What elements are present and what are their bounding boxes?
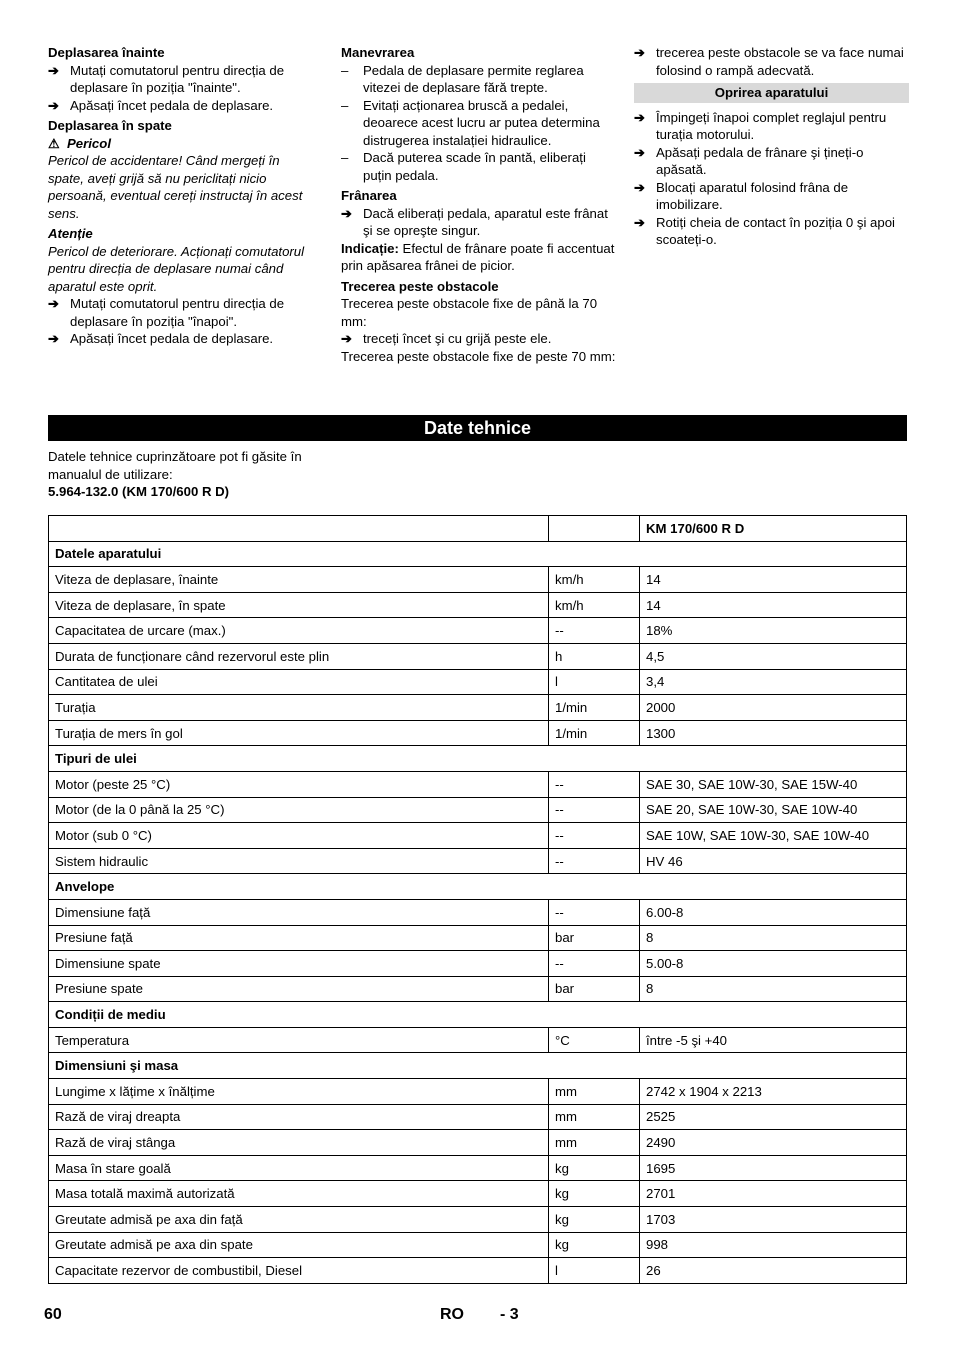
table-row xyxy=(49,1027,907,1053)
heading-forward: Deplasarea înainte xyxy=(48,45,165,60)
row-unit: -- xyxy=(549,951,640,977)
row-label: Viteza de deplasare, în spate xyxy=(49,592,549,618)
dash-item: – Pedala de deplasare permite reglarea vitezei de deplasare fără trepte. xyxy=(341,62,584,95)
table-row xyxy=(49,771,907,797)
table-row xyxy=(49,1258,907,1284)
row-label: Capacitatea de urcare (max.) xyxy=(49,618,549,644)
row-value: 2490 xyxy=(640,1130,907,1156)
row-value: 1695 xyxy=(640,1155,907,1181)
step-item: ➔ Mutați comutatorul pentru direcția de deplasare în poziția "înainte". xyxy=(48,62,285,95)
arrow-right-icon: ➔ xyxy=(48,97,60,113)
paragraph: Trecerea peste obstacole fixe de până la 70 mm: xyxy=(341,296,598,329)
step-item: ➔ Împingeți înapoi complet reglajul pentru turația motorului. xyxy=(634,109,887,142)
caution-text: Pericol de deteriorare. Acționați comutatorul pentru direcția de deplasare numai când aparatul este oprit. xyxy=(48,243,305,294)
table-row xyxy=(49,848,907,874)
row-value: 6.00-8 xyxy=(640,899,907,925)
row-unit: -- xyxy=(549,823,640,849)
step-item: ➔ Apăsați încet pedala de deplasare. xyxy=(48,331,274,346)
table-row xyxy=(49,1130,907,1156)
row-unit: mm xyxy=(549,1104,640,1130)
table-section-row xyxy=(49,1053,907,1079)
note-paragraph: Indicație: Efectul de frânare poate fi accentuat prin apăsarea frânei de picior. xyxy=(341,240,615,273)
arrow-right-icon: ➔ xyxy=(48,296,60,311)
row-unit: km/h xyxy=(549,567,640,593)
row-value: 2742 x 1904 x 2213 xyxy=(640,1079,907,1105)
row-label: Capacitate rezervor de combustibil, Diesel xyxy=(49,1258,549,1284)
row-unit: -- xyxy=(549,848,640,874)
section-banner-technical-data: Date tehnice xyxy=(48,415,907,441)
row-value: 4,5 xyxy=(640,643,907,669)
arrow-right-icon: ➔ xyxy=(634,45,646,60)
table-section-row xyxy=(49,746,907,772)
row-label: Temperatura xyxy=(49,1027,549,1053)
table-row xyxy=(49,823,907,849)
column-right xyxy=(634,44,909,249)
row-value: SAE 30, SAE 10W-30, SAE 15W-40 xyxy=(640,771,907,797)
arrow-right-icon: ➔ xyxy=(634,144,646,160)
row-label: Rază de viraj dreapta xyxy=(49,1104,549,1130)
row-label: Dimensiune spate xyxy=(49,951,549,977)
table-row xyxy=(49,1155,907,1181)
row-unit: kg xyxy=(549,1155,640,1181)
table-section-row xyxy=(49,541,907,567)
row-value: 1703 xyxy=(640,1207,907,1233)
row-value: 2000 xyxy=(640,695,907,721)
danger-label: ⚠ Pericol xyxy=(48,135,111,151)
table-row xyxy=(49,951,907,977)
row-value: HV 46 xyxy=(640,848,907,874)
heading-obstacles: Trecerea peste obstacole xyxy=(341,278,499,294)
step-item: ➔ Rotiți cheia de contact în poziția 0 şi apoi scoateți-o. xyxy=(634,214,895,247)
page-number: 60 xyxy=(44,1306,62,1323)
section-title: Datele aparatului xyxy=(49,541,907,567)
row-unit: l xyxy=(549,1258,640,1284)
section-title: Anvelope xyxy=(49,874,907,900)
table-row xyxy=(49,1207,907,1233)
row-value: 2525 xyxy=(640,1104,907,1130)
step-item: ➔ Mutați comutatorul pentru direcția de deplasare în poziția "înapoi". xyxy=(48,296,285,329)
row-unit: l xyxy=(549,669,640,695)
section-title: Tipuri de ulei xyxy=(49,746,907,772)
row-value: 1300 xyxy=(640,720,907,746)
row-label: Presiune față xyxy=(49,925,549,951)
row-value: 2701 xyxy=(640,1181,907,1207)
heading-braking: Frânarea xyxy=(341,188,397,203)
arrow-right-icon: ➔ xyxy=(48,331,60,346)
step-item: ➔ trecerea peste obstacole se va face numai folosind o rampă adecvată. xyxy=(634,45,904,78)
row-value: 18% xyxy=(640,618,907,644)
table-row xyxy=(49,695,907,721)
row-label: Dimensiune față xyxy=(49,899,549,925)
row-value: între -5 şi +40 xyxy=(640,1027,907,1053)
row-unit: 1/min xyxy=(549,695,640,721)
step-item: ➔ treceți încet şi cu grijă peste ele. xyxy=(341,331,552,346)
arrow-right-icon: ➔ xyxy=(634,109,646,125)
column-middle xyxy=(341,44,616,365)
row-value: 3,4 xyxy=(640,669,907,695)
row-label: Rază de viraj stânga xyxy=(49,1130,549,1156)
table-row xyxy=(49,1104,907,1130)
row-unit: kg xyxy=(549,1207,640,1233)
row-unit: km/h xyxy=(549,592,640,618)
row-unit: -- xyxy=(549,797,640,823)
table-row xyxy=(49,592,907,618)
intro-text: Datele tehnice cuprinzătoare pot fi găsite în manualul de utilizare: 5.964-132.0 (KM 170/600 R D) xyxy=(48,448,348,501)
row-label: Viteza de deplasare, înainte xyxy=(49,567,549,593)
section-heading-stop: Oprirea aparatului xyxy=(634,83,909,103)
header-model: KM 170/600 R D xyxy=(640,516,907,542)
arrow-right-icon: ➔ xyxy=(634,179,646,195)
table-row xyxy=(49,797,907,823)
dash-item: – Dacă puterea scade în pantă, eliberați puțin pedala. xyxy=(341,150,586,183)
table-row xyxy=(49,567,907,593)
row-label: Sistem hidraulic xyxy=(49,848,549,874)
row-label: Cantitatea de ulei xyxy=(49,669,549,695)
table-row xyxy=(49,1181,907,1207)
step-item: ➔ Dacă eliberați pedala, aparatul este frânat şi se opreşte singur. xyxy=(341,205,608,238)
model-number: 5.964-132.0 (KM 170/600 R D) xyxy=(48,484,230,499)
table-header-row xyxy=(49,516,907,542)
arrow-right-icon: ➔ xyxy=(341,205,353,221)
row-label: Durata de funcționare când rezervorul este plin xyxy=(49,643,549,669)
dash-item: – Evitați acționarea bruscă a pedalei, deoarece acest lucru ar putea determina distrugerea instalației hidraulice. xyxy=(341,97,600,148)
table-row xyxy=(49,669,907,695)
row-unit: h xyxy=(549,643,640,669)
arrow-right-icon: ➔ xyxy=(48,62,60,78)
row-unit: 1/min xyxy=(549,720,640,746)
row-value: 14 xyxy=(640,592,907,618)
step-item: ➔ Apăsați încet pedala de deplasare. xyxy=(48,97,274,113)
row-unit: -- xyxy=(549,771,640,797)
table-row xyxy=(49,925,907,951)
danger-text: Pericol de accidentare! Când mergeți în spate, aveți grijă să nu periclitați nicio persoană, eventual cereți instructaj în acest sens. xyxy=(48,153,303,221)
row-value: 26 xyxy=(640,1258,907,1284)
arrow-right-icon: ➔ xyxy=(634,214,646,230)
row-unit: bar xyxy=(549,925,640,951)
column-left xyxy=(48,44,318,348)
technical-data-table xyxy=(48,515,907,1284)
row-label: Motor (peste 25 °C) xyxy=(49,771,549,797)
row-label: Motor (de la 0 până la 25 °C) xyxy=(49,797,549,823)
table-row xyxy=(49,1079,907,1105)
row-value: 998 xyxy=(640,1232,907,1258)
table-section-row xyxy=(49,874,907,900)
table-row xyxy=(49,976,907,1002)
section-title: Condiții de mediu xyxy=(49,1002,907,1028)
row-unit: kg xyxy=(549,1232,640,1258)
warning-triangle-icon: ⚠ xyxy=(48,135,60,151)
caution-label: Atenție xyxy=(48,226,93,241)
row-unit: bar xyxy=(549,976,640,1002)
arrow-right-icon: ➔ xyxy=(341,331,353,346)
step-item: ➔ Blocați aparatul folosind frâna de imobilizare. xyxy=(634,179,849,212)
row-label: Masa totală maximă autorizată xyxy=(49,1181,549,1207)
row-value: 8 xyxy=(640,925,907,951)
heading-reverse: Deplasarea în spate xyxy=(48,118,172,133)
row-label: Lungime x lățime x înălțime xyxy=(49,1079,549,1105)
table-row xyxy=(49,643,907,669)
row-label: Greutate admisă pe axa din spate xyxy=(49,1232,549,1258)
step-item: ➔ Apăsați pedala de frânare şi țineți-o apăsată. xyxy=(634,144,864,177)
table-row xyxy=(49,1232,907,1258)
row-unit: mm xyxy=(549,1079,640,1105)
row-value: 5.00-8 xyxy=(640,951,907,977)
table-section-row xyxy=(49,1002,907,1028)
table-row xyxy=(49,720,907,746)
row-label: Masa în stare goală xyxy=(49,1155,549,1181)
row-unit: -- xyxy=(549,899,640,925)
table-row xyxy=(49,899,907,925)
section-title: Dimensiuni şi masa xyxy=(49,1053,907,1079)
row-label: Turația de mers în gol xyxy=(49,720,549,746)
table-row xyxy=(49,618,907,644)
row-label: Turația xyxy=(49,695,549,721)
row-value: 8 xyxy=(640,976,907,1002)
row-label: Motor (sub 0 °C) xyxy=(49,823,549,849)
row-value: SAE 20, SAE 10W-30, SAE 10W-40 xyxy=(640,797,907,823)
heading-handling: Manevrarea xyxy=(341,45,415,60)
row-unit: mm xyxy=(549,1130,640,1156)
row-label: Presiune spate xyxy=(49,976,549,1002)
row-value: 14 xyxy=(640,567,907,593)
row-unit: -- xyxy=(549,618,640,644)
paragraph: Trecerea peste obstacole fixe de peste 70 mm: xyxy=(341,348,616,364)
row-unit: °C xyxy=(549,1027,640,1053)
row-value: SAE 10W, SAE 10W-30, SAE 10W-40 xyxy=(640,823,907,849)
sub-page: - 3 xyxy=(500,1306,519,1323)
row-label: Greutate admisă pe axa din față xyxy=(49,1207,549,1233)
language-code: RO xyxy=(440,1306,464,1323)
row-unit: kg xyxy=(549,1181,640,1207)
